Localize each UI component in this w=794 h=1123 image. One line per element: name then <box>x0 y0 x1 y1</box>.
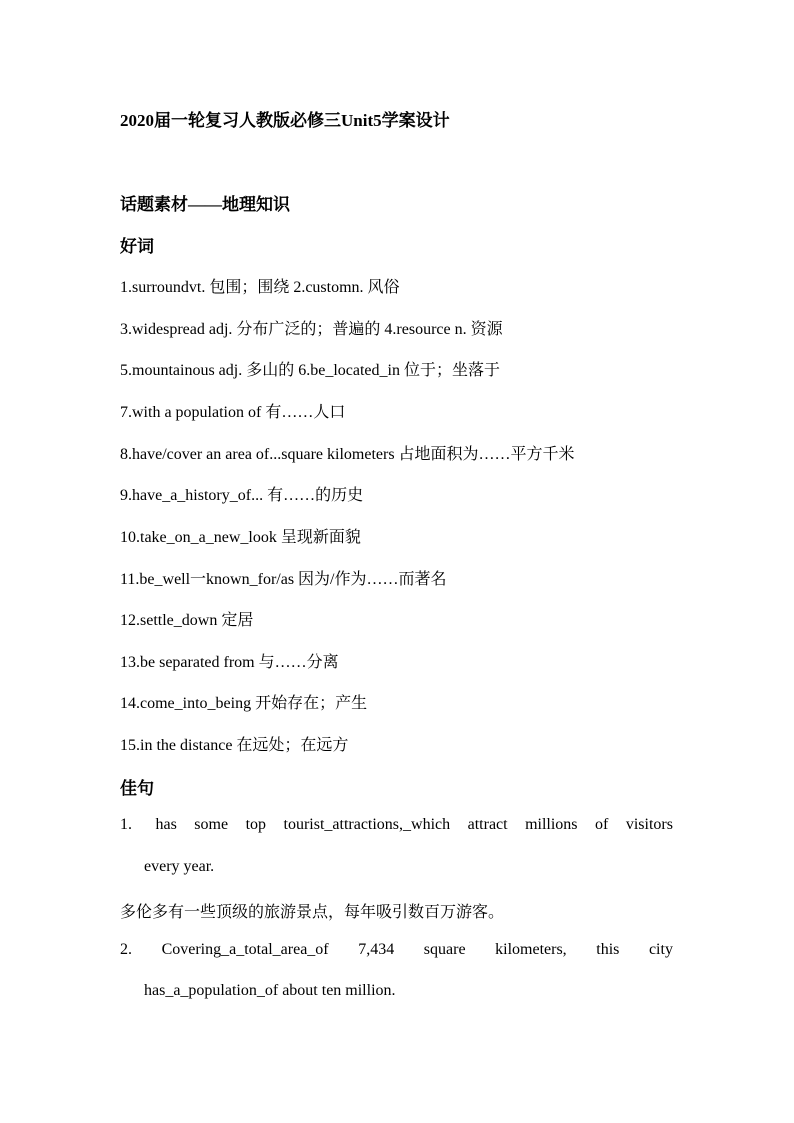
sentence-1-line-1 <box>120 816 673 834</box>
sentence-word: some <box>194 816 229 833</box>
sentence-word: city <box>648 941 673 958</box>
sentence-word: has <box>155 816 177 833</box>
vocab-line: 12.settle_down 定居 <box>120 612 254 629</box>
sentence-word: millions <box>525 816 578 833</box>
sentence-word: square <box>423 941 466 958</box>
sentence-word: Covering_a_total_area_of <box>161 941 329 958</box>
vocab-line: 5.mountainous adj. 多山的 6.be_located_in 位于；坐落于 <box>120 362 500 379</box>
document-title: 2020届一轮复习人教版必修三Unit5学案设计 <box>120 111 450 130</box>
sentence-2-line-1 <box>120 941 673 959</box>
vocab-line: 9.have_a_history_of... 有……的历史 <box>120 487 364 504</box>
vocab-line: 11.be_well一known_for/as 因为/作为……而著名 <box>120 571 447 588</box>
topic-heading: 话题素材——地理知识 <box>120 195 290 214</box>
sentence-word: tourist_attractions,_which <box>283 816 451 833</box>
sentence-word: 7,434 <box>358 941 395 958</box>
sentence-heading: 佳句 <box>120 779 154 798</box>
vocab-line: 15.in the distance 在远处；在远方 <box>120 737 349 754</box>
vocab-line: 1.surroundvt. 包围；围绕 2.customn. 风俗 <box>120 279 400 296</box>
sentence-2-line-2: has_a_population_of about ten million. <box>144 982 396 999</box>
sentence-number: 1. <box>120 816 132 833</box>
sentence-word: top <box>245 816 267 833</box>
vocab-line: 14.come_into_being 开始存在；产生 <box>120 695 368 712</box>
vocab-line: 13.be separated from 与……分离 <box>120 654 339 671</box>
vocab-line: 8.have/cover an area of...square kilometers 占地面积为……平方千米 <box>120 446 575 463</box>
vocab-line: 10.take_on_a_new_look 呈现新面貌 <box>120 529 361 546</box>
sentence-1-line-2: every year. <box>144 858 215 875</box>
vocab-line: 7.with a population of 有……人口 <box>120 404 346 421</box>
sentence-word: of <box>595 816 609 833</box>
vocab-heading: 好词 <box>120 237 154 256</box>
sentence-word: attract <box>467 816 508 833</box>
sentence-number: 2. <box>120 941 132 958</box>
sentence-1-translation: 多伦多有一些顶级的旅游景点，每年吸引数百万游客。 <box>120 904 505 921</box>
sentence-word: kilometers, <box>495 941 567 958</box>
sentence-word: visitors <box>625 816 673 833</box>
sentence-word: this <box>596 941 620 958</box>
vocab-line: 3.widespread adj. 分布广泛的；普遍的 4.resource n. 资源 <box>120 321 503 338</box>
